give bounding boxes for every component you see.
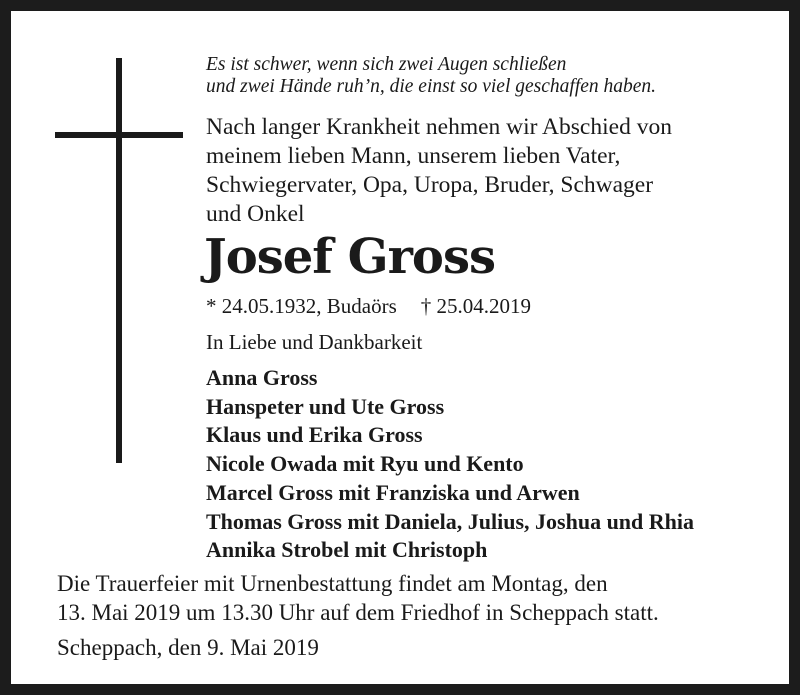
verse-line-2: und zwei Hände ruh’n, die einst so viel geschaffen haben. (206, 76, 657, 97)
mourner-item: Annika Strobel mit Christoph (206, 537, 488, 563)
mourner-item: Thomas Gross mit Daniela, Julius, Joshua und Rhia (206, 508, 695, 534)
gratitude-line: In Liebe und Dankbarkeit (206, 330, 423, 354)
birth-date: * 24.05.1932, Budaörs (206, 294, 397, 318)
cross-vertical-bar (116, 58, 122, 463)
cross-horizontal-bar (55, 132, 183, 138)
mourners-list (206, 364, 694, 565)
death-date: † 25.04.2019 (420, 294, 531, 318)
mourner-item: Hanspeter und Ute Gross (206, 393, 445, 419)
intro-line-2: meinem lieben Mann, unserem lieben Vater, (206, 143, 621, 169)
mourner-item: Anna Gross (206, 365, 318, 390)
funeral-line-1: Die Trauerfeier mit Urnenbestattung findet am Montag, den (57, 571, 608, 596)
funeral-line-2: 13. Mai 2019 um 13.30 Uhr auf dem Friedhof in Scheppach statt. (57, 600, 659, 625)
intro-line-1: Nach langer Krankheit nehmen wir Abschied von (206, 114, 672, 140)
intro-text (206, 113, 786, 229)
intro-line-3: Schwiegervater, Opa, Uropa, Bruder, Schwager (206, 172, 654, 198)
verse-line-1: Es ist schwer, wenn sich zwei Augen schließen (206, 54, 567, 75)
life-dates (206, 293, 531, 319)
verse-quote (206, 54, 786, 98)
place-and-date: Scheppach, den 9. Mai 2019 (57, 635, 319, 660)
mourner-item: Nicole Owada mit Ryu und Kento (206, 451, 524, 477)
mourner-item: Marcel Gross mit Franziska und Arwen (206, 479, 580, 505)
funeral-notice (57, 569, 777, 627)
deceased-name: Josef Gross (204, 229, 495, 285)
mourner-item: Klaus und Erika Gross (206, 422, 423, 448)
intro-line-4: und Onkel (206, 201, 305, 227)
